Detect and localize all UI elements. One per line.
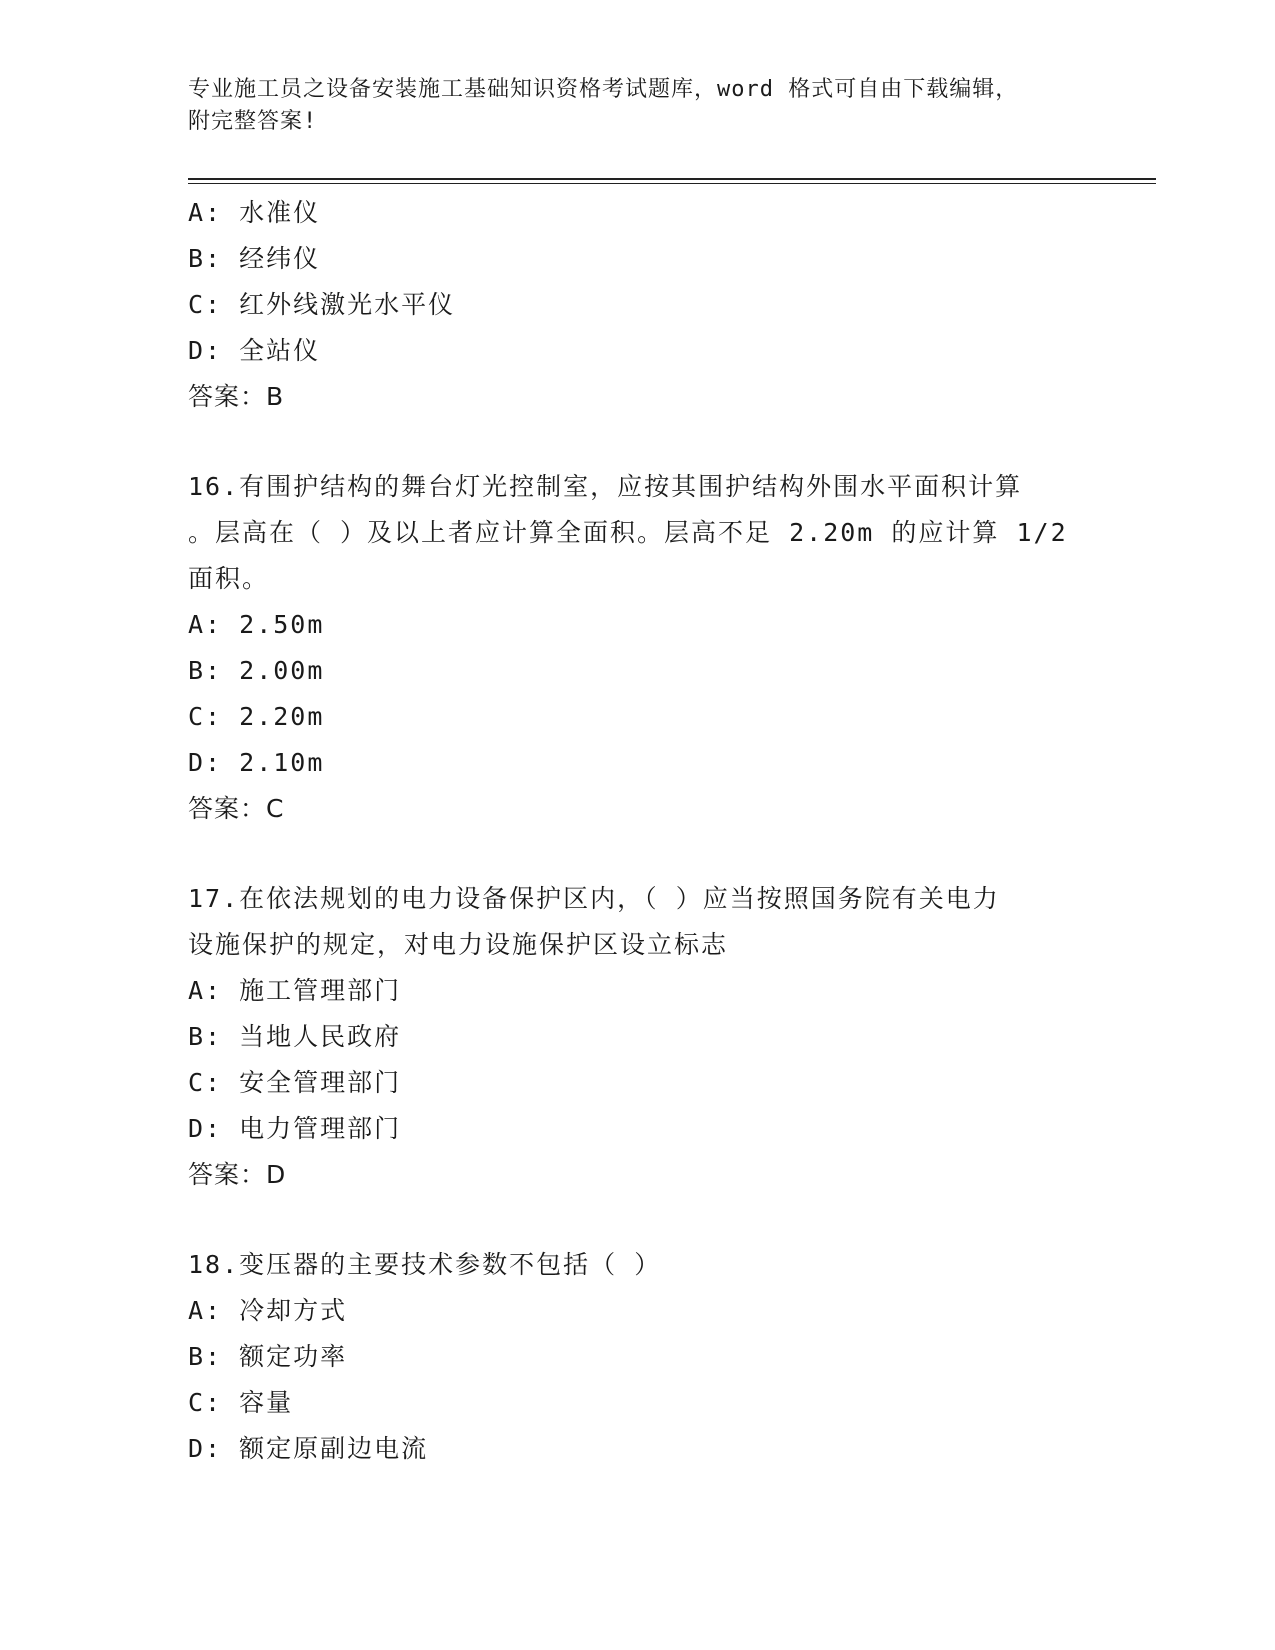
- option-a: A: 2.50m: [188, 610, 325, 639]
- option-d: D: 额定原副边电流: [188, 1434, 429, 1463]
- question-block: [188, 190, 1088, 420]
- option-a: A: 施工管理部门: [188, 976, 402, 1005]
- question-text-line: 18.变压器的主要技术参数不包括（ ）: [188, 1250, 662, 1279]
- header-line-1: 专业施工员之设备安装施工基础知识资格考试题库，word 格式可自由下载编辑，: [188, 77, 1019, 102]
- question-block: [188, 464, 1088, 832]
- option-a: A: 冷却方式: [188, 1296, 348, 1325]
- option-c: C: 安全管理部门: [188, 1068, 402, 1097]
- answer-line: 答案：B: [188, 382, 285, 411]
- option-b: B: 额定功率: [188, 1342, 348, 1371]
- question-text-line: 16.有围护结构的舞台灯光控制室，应按其围护结构外围水平面积计算: [188, 472, 1023, 501]
- question-text-line: 设施保护的规定，对电力设施保护区设立标志: [188, 930, 729, 959]
- question-block: [188, 1242, 1088, 1472]
- answer-line: 答案：C: [188, 794, 285, 823]
- option-d: D: 电力管理部门: [188, 1114, 402, 1143]
- question-block: [188, 876, 1088, 1198]
- header-divider-thick: [188, 178, 1156, 180]
- option-c: C: 容量: [188, 1388, 294, 1417]
- option-d: D: 2.10m: [188, 748, 325, 777]
- option-c: C: 红外线激光水平仪: [188, 290, 456, 319]
- question-text-line: 面积。: [188, 564, 270, 593]
- answer-line: 答案：D: [188, 1160, 287, 1189]
- option-d: D: 全站仪: [188, 336, 321, 365]
- option-b: B: 经纬仪: [188, 244, 321, 273]
- question-text-line: 17.在依法规划的电力设备保护区内，（ ）应当按照国务院有关电力: [188, 884, 1000, 913]
- question-text-line: 。层高在（ ）及以上者应计算全面积。层高不足 2.20m 的应计算 1/2: [188, 518, 1068, 547]
- option-b: B: 当地人民政府: [188, 1022, 402, 1051]
- header-line-2: 附完整答案!: [188, 109, 318, 134]
- option-c: C: 2.20m: [188, 702, 325, 731]
- document-header: [188, 74, 1088, 138]
- header-divider-thin: [188, 183, 1156, 184]
- option-b: B: 2.00m: [188, 656, 325, 685]
- option-a: A: 水准仪: [188, 198, 321, 227]
- question-list: [188, 190, 1088, 1472]
